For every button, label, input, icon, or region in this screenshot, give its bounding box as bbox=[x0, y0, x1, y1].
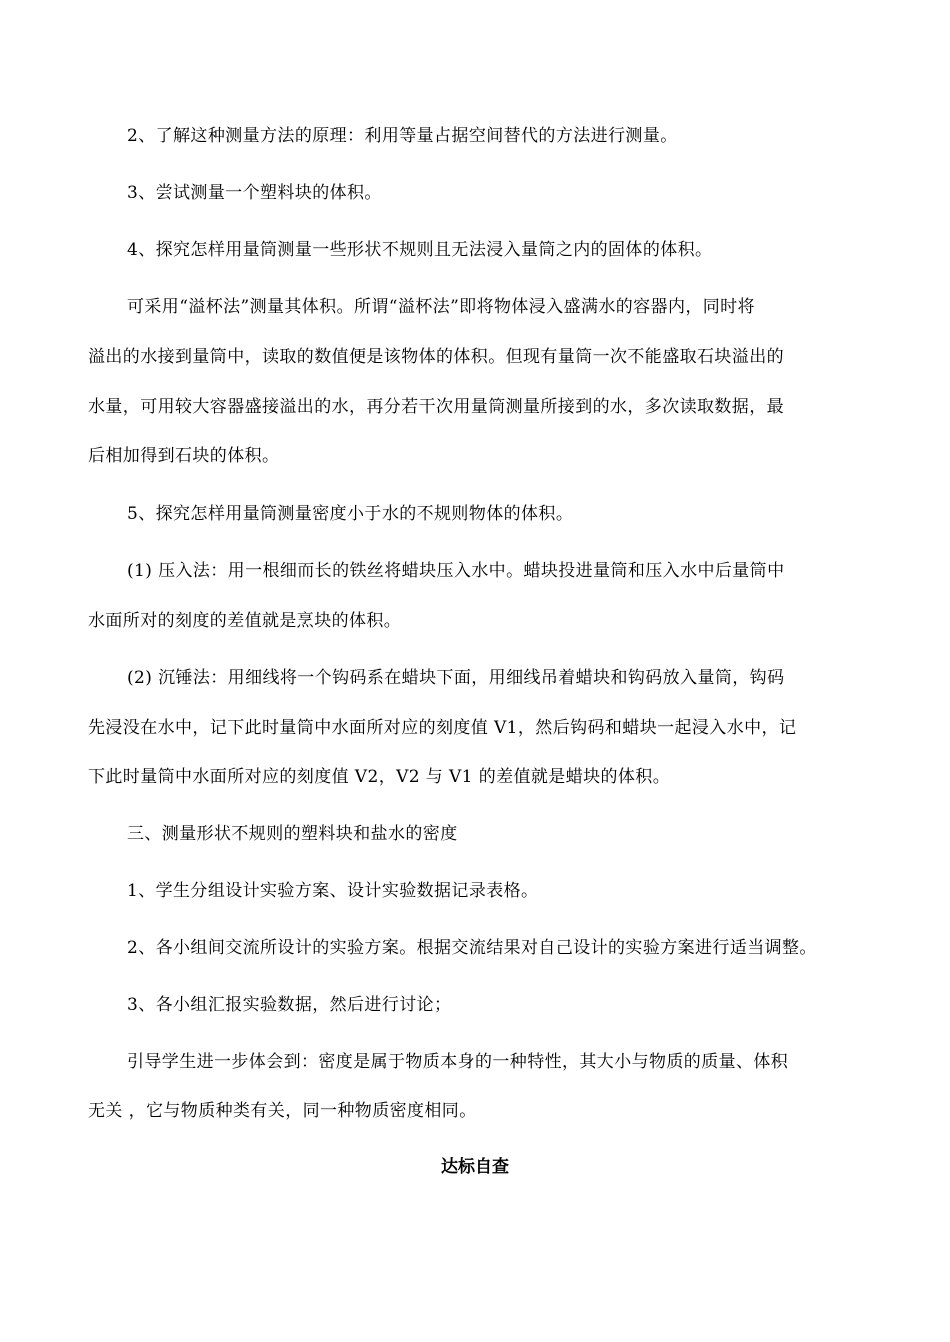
paragraph-group-step-1: 1、学生分组设计实验方案、设计实验数据记录表格。 bbox=[127, 881, 539, 901]
press-method-line-2: 水面所对的刻度的差值就是烹块的体积。 bbox=[88, 611, 402, 631]
overflow-method-line-4: 后相加得到石块的体积。 bbox=[88, 446, 280, 466]
paragraph-group-step-3: 3、各小组汇报实验数据，然后进行讨论； bbox=[127, 995, 452, 1015]
sinker-method-line-3: 下此时量筒中水面所对应的刻度值 V2，V2 与 V1 的差值就是蜡块的体积。 bbox=[88, 767, 671, 787]
paragraph-step-4: 4、探究怎样用量筒测量一些形状不规则且无法浸入量筒之内的固体的体积。 bbox=[127, 240, 713, 260]
sinker-method-line-2: 先浸没在水中，记下此时量筒中水面所对应的刻度值 V1，然后钩码和蜡块一起浸入水中，记 bbox=[88, 718, 797, 738]
conclusion-line-2: 无关 ，它与物质种类有关，同一种物质密度相同。 bbox=[88, 1101, 477, 1121]
conclusion-line-1: 引导学生进一步体会到：密度是属于物质本身的一种特性，其大小与物质的质量、体积 bbox=[127, 1052, 789, 1072]
paragraph-group-step-2: 2、各小组间交流所设计的实验方案。根据交流结果对自己设计的实验方案进行适当调整。 bbox=[127, 938, 817, 958]
section-three-title: 三、测量形状不规则的塑料块和盐水的密度 bbox=[127, 824, 458, 844]
sinker-method-line-1: (2) 沉锤法：用细线将一个钩码系在蜡块下面，用细线吊着蜡块和钩码放入量筒，钩码 bbox=[127, 668, 785, 688]
overflow-method-line-2: 溢出的水接到量筒中，读取的数值便是该物体的体积。但现有量筒一次不能盛取石块溢出的 bbox=[88, 347, 784, 367]
press-method-line-1: (1) 压入法：用一根细而长的铁丝将蜡块压入水中。蜡块投进量筒和压入水中后量筒中 bbox=[127, 561, 785, 581]
paragraph-step-2: 2、了解这种测量方法的原理：利用等量占据空间替代的方法进行测量。 bbox=[127, 126, 678, 146]
overflow-method-line-3: 水量，可用较大容器盛接溢出的水，再分若干次用量筒测量所接到的水，多次读取数据，最 bbox=[88, 397, 784, 417]
overflow-method-line-1: 可采用“溢杯法”测量其体积。所谓“溢杯法”即将物体浸入盛满水的容器内，同时将 bbox=[127, 297, 755, 317]
section-heading: 达标自查 bbox=[441, 1157, 509, 1177]
paragraph-step-5: 5、探究怎样用量筒测量密度小于水的不规则物体的体积。 bbox=[127, 504, 574, 524]
paragraph-step-3: 3、尝试测量一个塑料块的体积。 bbox=[127, 183, 382, 203]
